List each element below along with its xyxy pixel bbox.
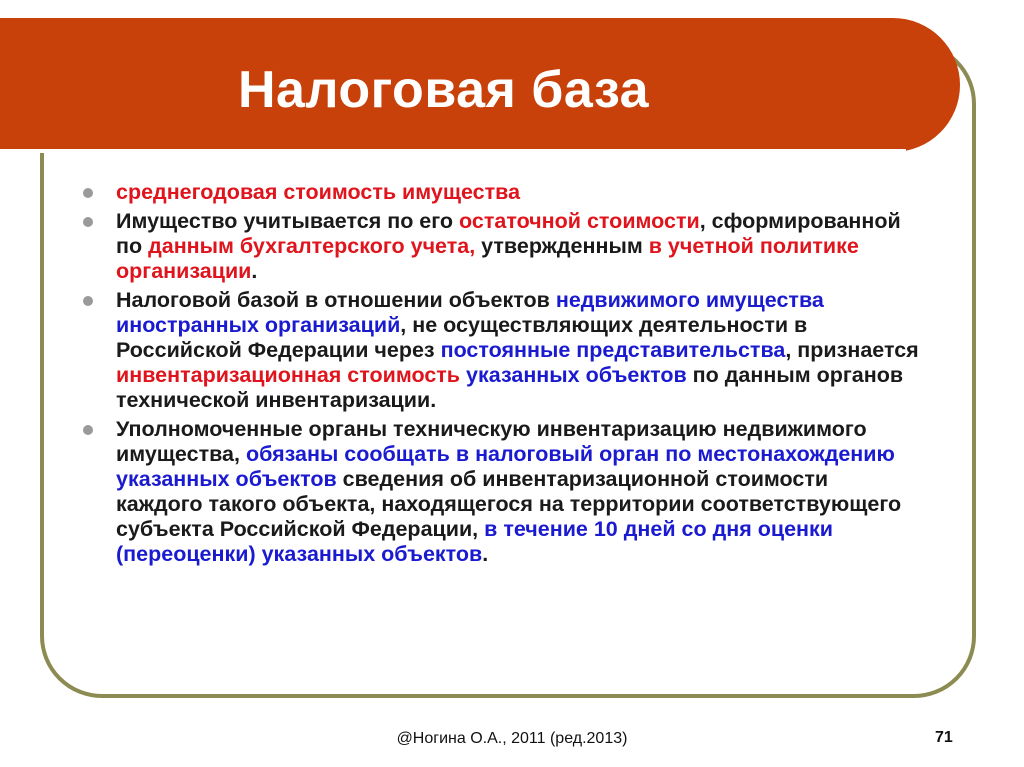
bullet-text-segment: . xyxy=(482,542,489,566)
page-number: 71 xyxy=(935,729,953,746)
bullet-text-segment: , не осуществляющих деятельности в Российской Федерации через xyxy=(116,313,808,362)
bullet-dot-icon xyxy=(83,217,93,227)
bullet-item xyxy=(80,417,920,567)
bullet-text-segment: , сформированной по xyxy=(116,209,901,258)
bullet-item xyxy=(80,288,920,413)
bullet-dot-icon xyxy=(83,188,93,198)
bullet-text-segment: обязаны сообщать в налоговый орган по местонахождению указанных объектов xyxy=(116,442,895,491)
bullet-text-segment: в течение 10 дней со дня оценки (переоценки) указанных объектов xyxy=(116,517,833,566)
bullet-text-segment: , признается xyxy=(785,338,919,362)
bullet-text-segment: сведения об инвентаризационной стоимости каждого такого объекта, находящегося на территории соответствующего субъекта Российской Федерации, xyxy=(116,467,902,541)
bullet-item xyxy=(80,180,920,205)
bullet-item xyxy=(80,209,920,284)
title-underline xyxy=(0,149,906,153)
bullet-text-segment: утвержденным xyxy=(475,234,649,258)
bullet-text-segment: постоянные представительства xyxy=(440,338,786,362)
title-bar xyxy=(0,18,960,152)
footer-credit: @Ногина О.А., 2011 (ред.2013) xyxy=(396,730,628,747)
bullet-dot-icon xyxy=(83,425,93,435)
bullet-list xyxy=(80,180,920,571)
bullet-text-segment: среднегодовая стоимость имущества xyxy=(116,180,521,204)
bullet-text-segment: инвентаризационная стоимость xyxy=(116,363,461,387)
bullet-text-segment: Уполномоченные органы техническую инвентаризацию недвижимого имущества, xyxy=(116,417,867,466)
bullet-text-segment: недвижимого имущества иностранных организаций xyxy=(116,288,824,337)
bullet-text-segment: данным бухгалтерского учета, xyxy=(148,234,476,258)
bullet-text-segment: . xyxy=(251,259,258,283)
bullet-text-segment: в учетной политике организации xyxy=(116,234,859,283)
bullet-text-segment: Налоговой базой в отношении объектов xyxy=(116,288,556,312)
bullet-dot-icon xyxy=(83,296,93,306)
slide-title: Налоговая база xyxy=(238,61,650,119)
bullet-text-segment: остаточной стоимости xyxy=(459,209,700,233)
bullet-text-segment: по данным органов технической инвентаризации. xyxy=(116,363,904,412)
bullet-text-segment: Имущество учитывается по его xyxy=(116,209,460,233)
bullet-text-segment: указанных объектов xyxy=(466,363,687,387)
